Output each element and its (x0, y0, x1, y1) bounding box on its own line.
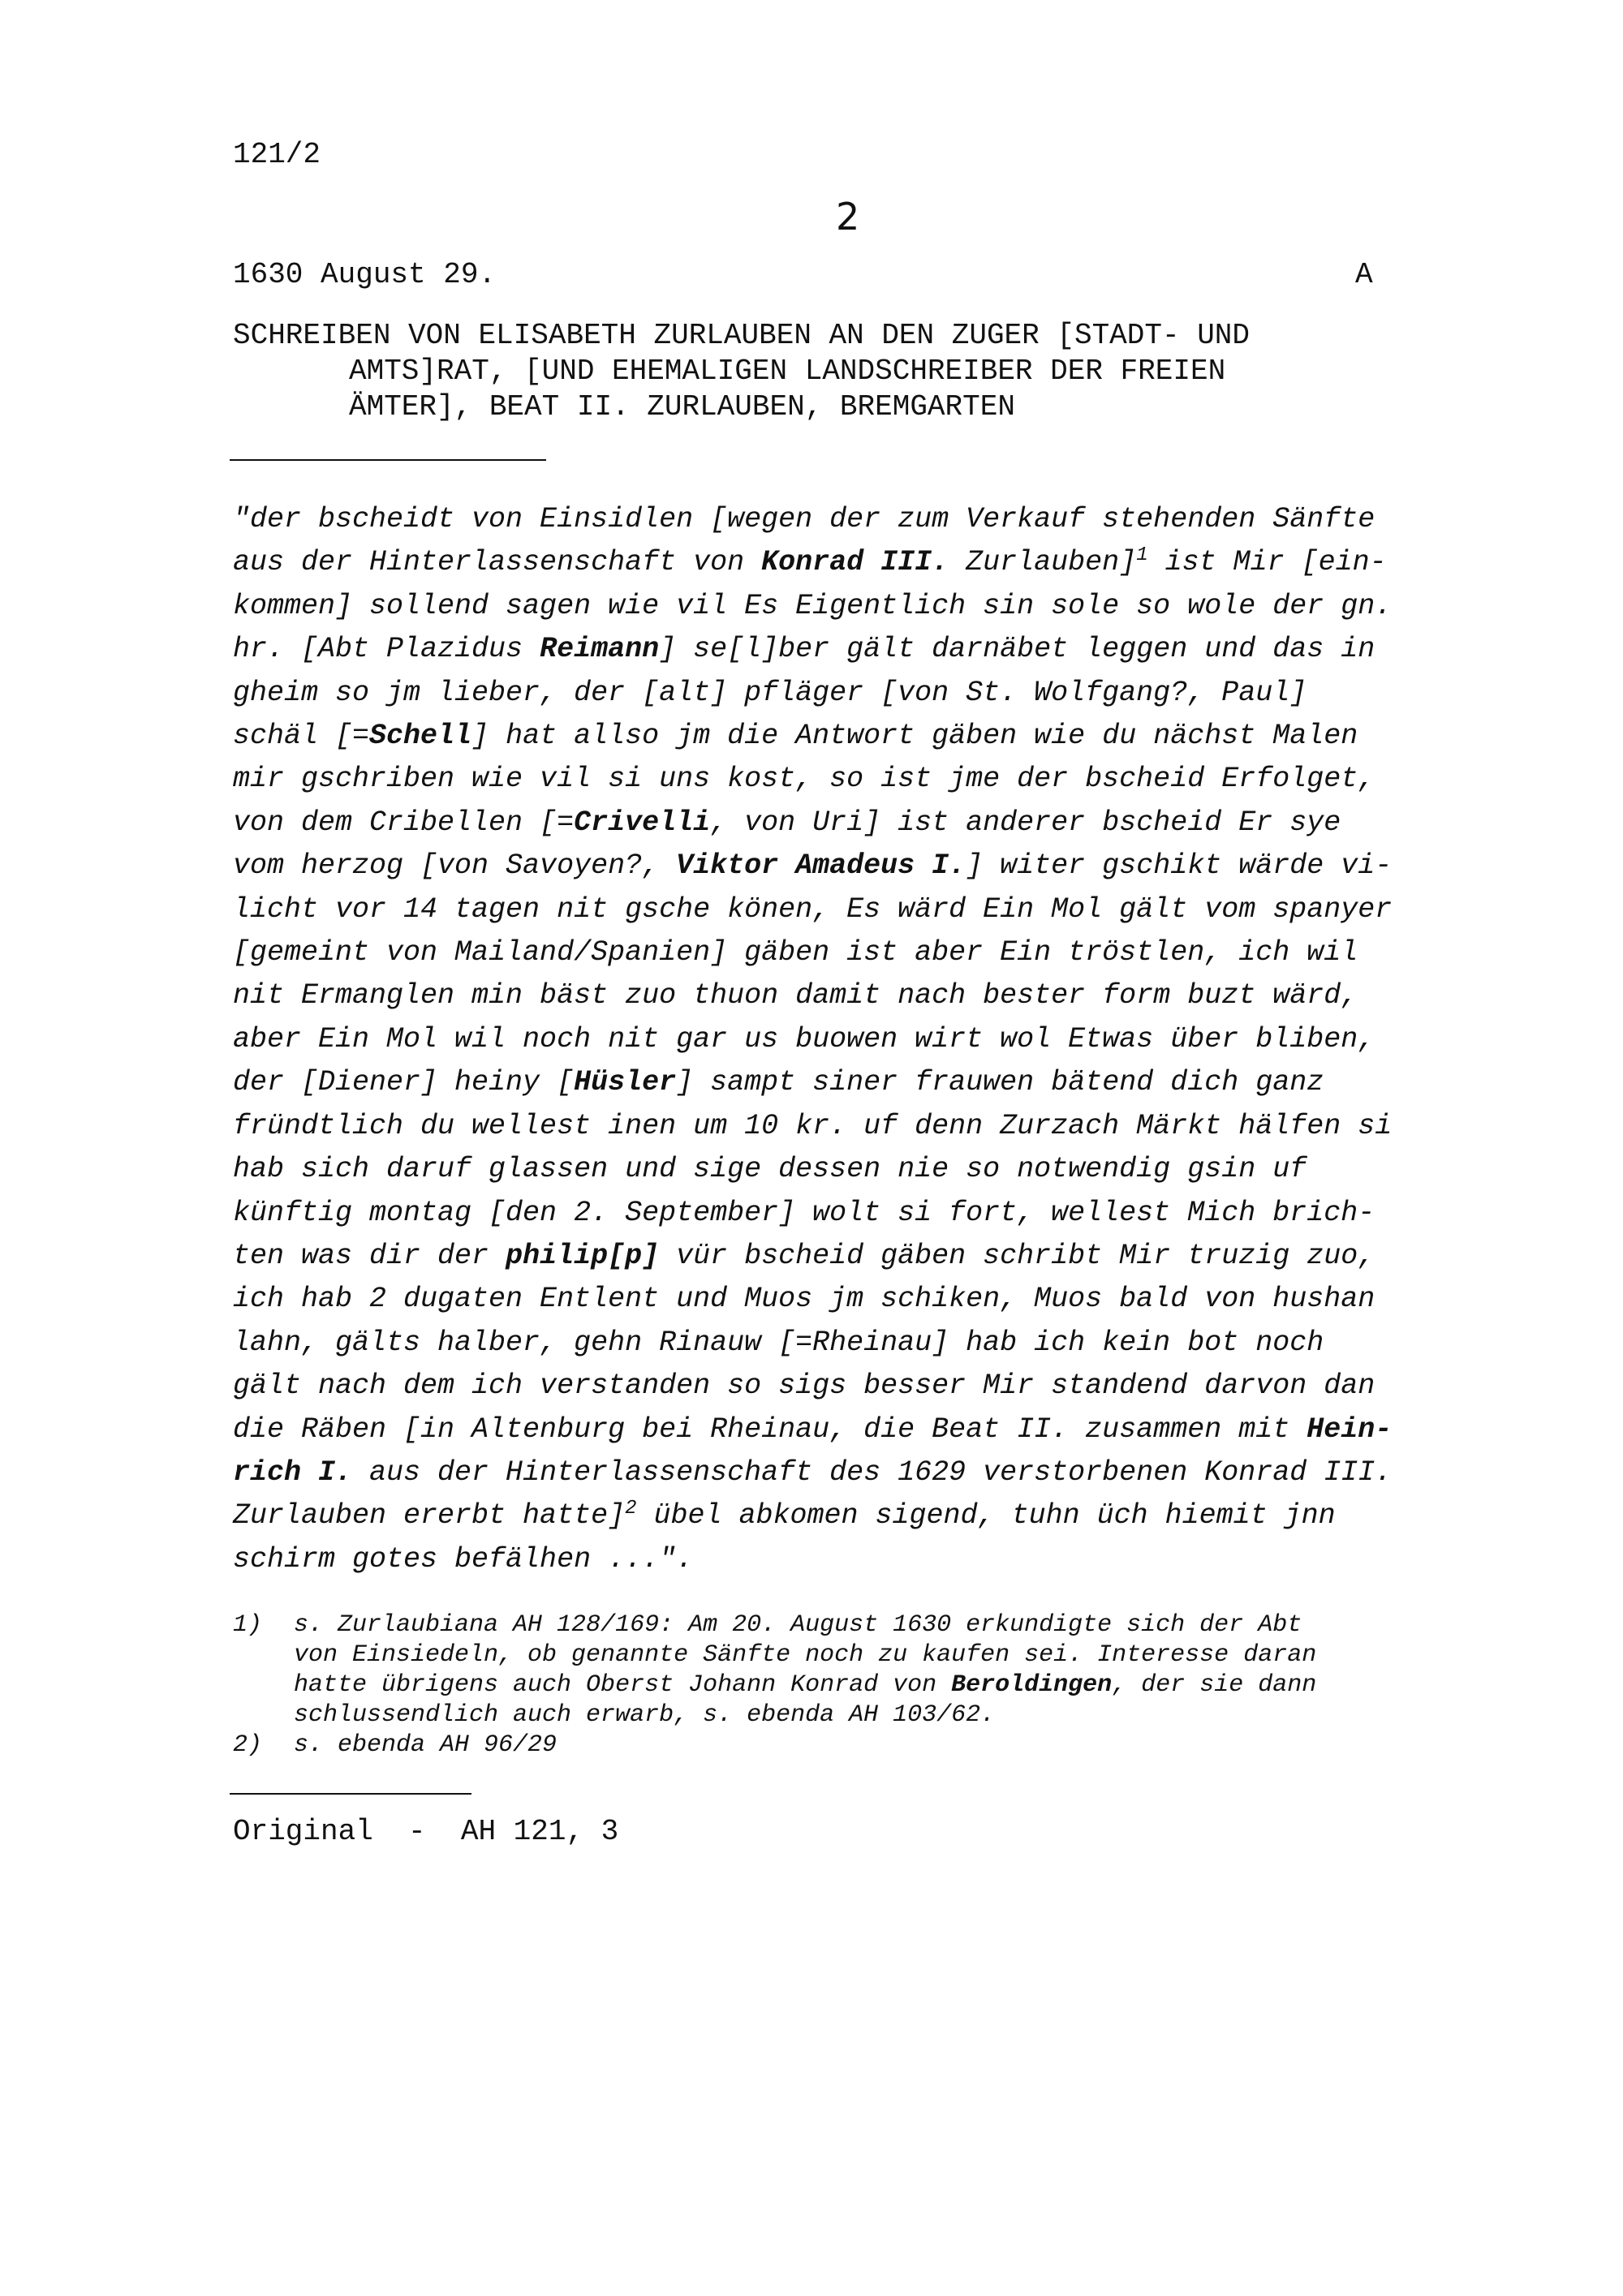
person-name: Crivelli (574, 806, 711, 839)
footnote-line: 2) s. ebenda AH 96/29 (233, 1731, 558, 1759)
footnote-marker: 2) (233, 1731, 263, 1759)
source-reference: Original - AH 121, 3 (233, 1815, 619, 1848)
body-line: hab sich daruf glassen und sige dessen nie so notwendig gsin uf (233, 1153, 1307, 1186)
footnote-line: 1) s. Zurlaubiana AH 128/169: Am 20. August 1630 erkundigte sich der Abt (233, 1611, 1302, 1639)
person-name: Hüsler (574, 1066, 677, 1099)
body-line: fründtlich du wellest inen um 10 kr. uf denn Zurzach Märkt hälfen si (233, 1109, 1393, 1142)
title-line: AMTS]RAT, [UND EHEMALIGEN LANDSCHREIBER DER FREIEN (349, 355, 1226, 388)
body-line: aber Ein Mol wil noch nit gar us buowen wirt wol Etwas über bliben, (233, 1022, 1375, 1056)
body-line: kommen] sollend sagen wie vil Es Eigentlich sin sole so wole der gn. (233, 589, 1393, 622)
body-line: vom herzog [von Savoyen?, Viktor Amadeus I.] witer gschikt wärde vi- (233, 849, 1393, 883)
person-name: Reimann (540, 633, 660, 666)
document-title (233, 318, 1250, 425)
body-line: rich I. aus der Hinterlassenschaft des 1629 verstorbenen Konrad III. (233, 1455, 1393, 1489)
body-line: künftig montag [den 2. September] wolt si fort, wellest Mich brich- (233, 1196, 1375, 1229)
body-line: Zurlauben ererbt hatte]$^2$ übel abkomen sigend, tuhn üch hiemit jnn (233, 1498, 1336, 1533)
body-line: aus der Hinterlassenschaft von Konrad III. Zurlauben]$^1$ ist Mir [ein- (233, 544, 1387, 579)
footnote-line: hatte übrigens auch Oberst Johann Konrad von Beroldingen, der sie dann (294, 1671, 1317, 1699)
footnote-ref: 2 (625, 1498, 637, 1520)
page-number: 2 (836, 195, 860, 239)
person-name: Beroldingen (951, 1671, 1113, 1699)
footnotes (233, 1610, 1316, 1761)
person-name: philip[p] (506, 1239, 660, 1272)
letter-body (233, 498, 1392, 1581)
document-date: 1630 August 29. (233, 258, 497, 291)
document-letter: A (1355, 258, 1373, 291)
body-line: ich hab 2 dugaten Entlent und Muos jm schiken, Muos bald von hushan (233, 1283, 1375, 1316)
footnote-ref: 1 (1136, 544, 1148, 567)
body-line: [gemeint von Mailand/Spanien] gäben ist aber Ein tröstlen, ich wil (233, 936, 1358, 970)
body-line: von dem Cribellen [=Crivelli, von Uri] ist anderer bscheid Er sye (233, 806, 1341, 839)
body-line: schäl [=Schell] hat allso jm die Antwort gäben wie du nächst Malen (233, 720, 1358, 753)
title-line: SCHREIBEN VON ELISABETH ZURLAUBEN AN DEN ZUGER [STADT- UND (233, 319, 1251, 352)
archive-reference: 121/2 (233, 138, 321, 171)
footnote-marker: 1) (233, 1611, 263, 1639)
footnote-line: schlussendlich auch erwarb, s. ebenda AH 103/62. (294, 1701, 996, 1729)
person-name: Hein- (1307, 1412, 1393, 1446)
footnote-divider (230, 1793, 471, 1795)
person-name: rich I. (233, 1455, 353, 1489)
title-divider (230, 459, 546, 461)
body-line: "der bscheidt von Einsidlen [wegen der zum Verkauf stehenden Sänfte (233, 503, 1375, 535)
body-line: die Räben [in Altenburg bei Rheinau, die Beat II. zusammen mit Hein- (233, 1412, 1393, 1446)
body-line: schirm gotes befälhen ...". (233, 1542, 694, 1576)
body-line: gält nach dem ich verstanden so sigs besser Mir standend darvon dan (233, 1369, 1375, 1403)
body-line: hr. [Abt Plazidus Reimann] se[l]ber gält darnäbet leggen und das in (233, 633, 1375, 666)
person-name: Viktor Amadeus I. (676, 849, 966, 883)
body-line: gheim so jm lieber, der [alt] pfläger [von St. Wolfgang?, Paul] (233, 676, 1307, 709)
body-line: mir gschriben wie vil si uns kost, so ist jme der bscheid Erfolget, (233, 763, 1375, 796)
body-line: der [Diener] heiny [Hüsler] sampt siner frauwen bätend dich ganz (233, 1066, 1324, 1099)
person-name: Konrad III. (761, 546, 949, 579)
title-line: ÄMTER], BEAT II. ZURLAUBEN, BREMGARTEN (349, 390, 1015, 424)
body-line: nit Ermanglen min bäst zuo thuon damit nach bester form buzt wärd, (233, 979, 1358, 1013)
body-line: lahn, gälts halber, gehn Rinauw [=Rheinau] hab ich kein bot noch (233, 1326, 1324, 1359)
person-name: Schell (369, 720, 472, 753)
body-line: ten was dir der philip[p] vür bscheid gäben schribt Mir truzig zuo, (233, 1239, 1375, 1272)
body-line: licht vor 14 tagen nit gsche könen, Es wärd Ein Mol gält vom spanyer (233, 892, 1393, 926)
footnote-line: von Einsiedeln, ob genannte Sänfte noch zu kaufen sei. Interesse daran (294, 1641, 1317, 1669)
